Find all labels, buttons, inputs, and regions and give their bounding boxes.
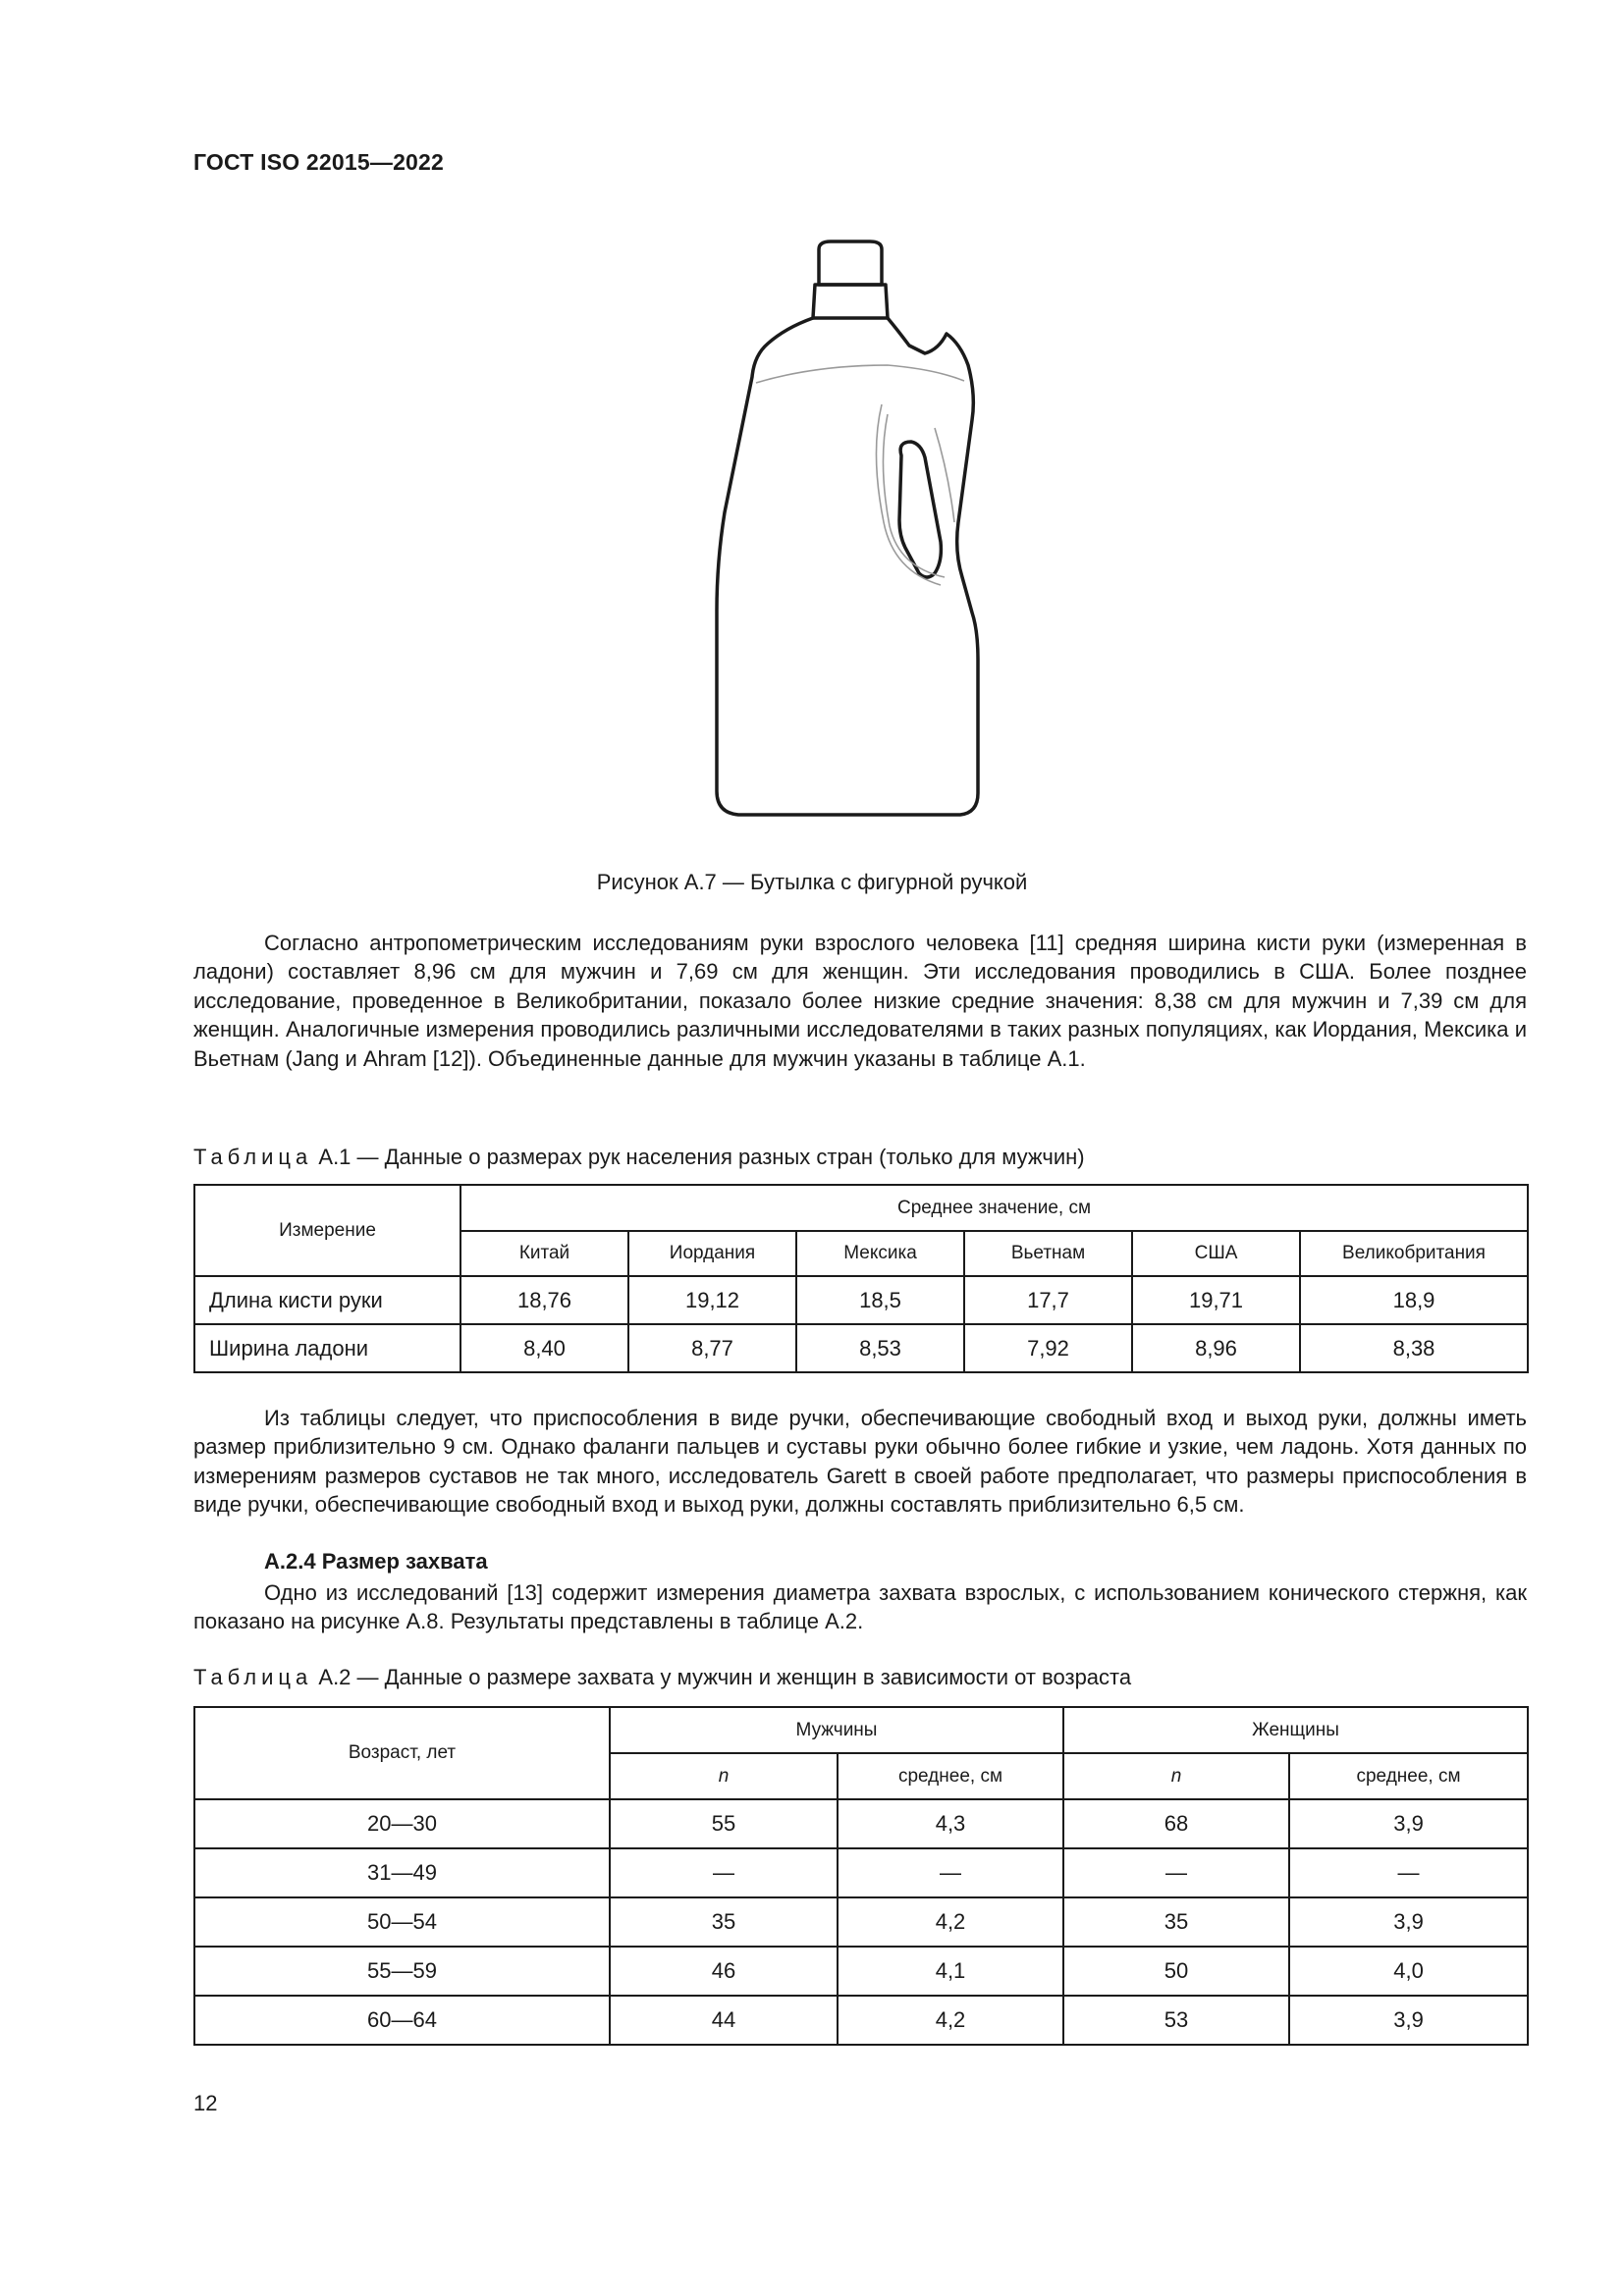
column-header: Иордания	[628, 1231, 796, 1276]
table-cell: —	[610, 1848, 838, 1897]
table-cell: 18,76	[460, 1276, 628, 1324]
table-cell: 7,92	[964, 1324, 1132, 1372]
column-header: Китай	[460, 1231, 628, 1276]
column-header: Мексика	[796, 1231, 964, 1276]
table-cell: 4,2	[838, 1996, 1063, 2045]
table-row	[194, 1848, 1528, 1897]
page-number: 12	[193, 2091, 218, 2115]
table-cell: 8,40	[460, 1324, 628, 1372]
bottle-contour-line	[883, 414, 945, 577]
table-cell: 17,7	[964, 1276, 1132, 1324]
column-group-header: Мужчины	[610, 1707, 1063, 1753]
table-row	[194, 1324, 1528, 1372]
column-header: Измерение	[194, 1185, 460, 1276]
row-header: 31—49	[194, 1848, 610, 1897]
row-header: 50—54	[194, 1897, 610, 1947]
figure-caption: Рисунок А.7 — Бутылка с фигурной ручкой	[596, 870, 1028, 894]
table-row	[194, 1276, 1528, 1324]
bottle-contour-line	[935, 428, 954, 522]
paragraph-1: Согласно антропометрическим исследованиям руки взрослого человека [11] средняя ширина кисти руки (измеренная в ладони) составляет 8,96 см для мужчин и 7,69 см для женщин. Эти исследования проводились в США. Более позднее исследование, проведенное в Великобритании, показало более низкие средние значения: 8,38 см для мужчин и 7,39 см для женщин. Аналогичные измерения проводились различными исследователями в таких разных популяциях, как Иордания, Мексика и Вьетнам (Jang и Ahram [12]). Объединенные данные для мужчин указаны в таблице А.1.	[193, 931, 1527, 1071]
table-cell: 4,1	[838, 1947, 1063, 1996]
table-cell: 8,53	[796, 1324, 964, 1372]
table-cell: 4,3	[838, 1799, 1063, 1848]
table-cell: 3,9	[1289, 1897, 1528, 1947]
table-row	[194, 1897, 1528, 1947]
table-a2-title: Таблица А.2 — Данные о размере захвата у мужчин и женщин в зависимости от возраста	[193, 1665, 1132, 1689]
bottle-collar	[813, 285, 888, 318]
table-cell: 18,9	[1300, 1276, 1528, 1324]
table-a2	[193, 1706, 1529, 2046]
column-header: среднее, см	[1289, 1753, 1528, 1799]
table-cell: 18,5	[796, 1276, 964, 1324]
table-cell: 35	[1063, 1897, 1289, 1947]
column-group-header: Женщины	[1063, 1707, 1528, 1753]
table-cell: 4,2	[838, 1897, 1063, 1947]
table-cell: —	[1063, 1848, 1289, 1897]
table-a1-title: Таблица А.1 — Данные о размерах рук населения разных стран (только для мужчин)	[193, 1145, 1085, 1169]
table-row	[194, 1947, 1528, 1996]
paragraph-2: Из таблицы следует, что приспособления в виде ручки, обеспечивающие свободный вход и выход руки, должны иметь размер приблизительно 9 см. Однако фаланги пальцев и суставы руки обычно более гибкие и узкие, чем ладонь. Хотя данных по измерениям размеров суставов не так много, исследователь Garett в своей работе предполагает, что размеры приспособления в виде ручки, обеспечивающие свободный вход и выход руки, должны составлять приблизительно 6,5 см.	[193, 1406, 1527, 1518]
column-header: Возраст, лет	[194, 1707, 610, 1799]
table-cell: —	[838, 1848, 1063, 1897]
table-cell: 68	[1063, 1799, 1289, 1848]
table-cell: 3,9	[1289, 1996, 1528, 2045]
bottle-shoulder-line	[756, 365, 964, 383]
table-cell: 50	[1063, 1947, 1289, 1996]
bottle-illustration	[677, 228, 1001, 836]
column-header: США	[1132, 1231, 1300, 1276]
table-cell: 8,38	[1300, 1324, 1528, 1372]
table-cell: 35	[610, 1897, 838, 1947]
bottle-cap	[819, 241, 882, 285]
document-header: ГОСТ ISO 22015—2022	[193, 149, 445, 175]
column-header: Великобритания	[1300, 1231, 1528, 1276]
table-cell: —	[1289, 1848, 1528, 1897]
column-header: Вьетнам	[964, 1231, 1132, 1276]
column-header: n	[1063, 1753, 1289, 1799]
row-header: 20—30	[194, 1799, 610, 1848]
table-cell: 55	[610, 1799, 838, 1848]
paragraph-3: Одно из исследований [13] содержит измерения диаметра захвата взрослых, с использованием конического стержня, как показано на рисунке А.8. Результаты представлены в таблице А.2.	[193, 1580, 1527, 1634]
section-heading: А.2.4 Размер захвата	[264, 1549, 488, 1574]
table-a1	[193, 1184, 1529, 1373]
column-group-header: Среднее значение, см	[460, 1185, 1528, 1231]
table-cell: 4,0	[1289, 1947, 1528, 1996]
row-header: Ширина ладони	[194, 1324, 460, 1372]
table-row	[194, 1996, 1528, 2045]
row-header: 55—59	[194, 1947, 610, 1996]
table-cell: 53	[1063, 1996, 1289, 2045]
table-cell: 46	[610, 1947, 838, 1996]
column-header: n	[610, 1753, 838, 1799]
table-cell: 44	[610, 1996, 838, 2045]
column-header: среднее, см	[838, 1753, 1063, 1799]
table-cell: 19,12	[628, 1276, 796, 1324]
row-header: 60—64	[194, 1996, 610, 2045]
table-cell: 8,96	[1132, 1324, 1300, 1372]
table-row	[194, 1799, 1528, 1848]
table-cell: 3,9	[1289, 1799, 1528, 1848]
row-header: Длина кисти руки	[194, 1276, 460, 1324]
table-cell: 19,71	[1132, 1276, 1300, 1324]
table-cell: 8,77	[628, 1324, 796, 1372]
